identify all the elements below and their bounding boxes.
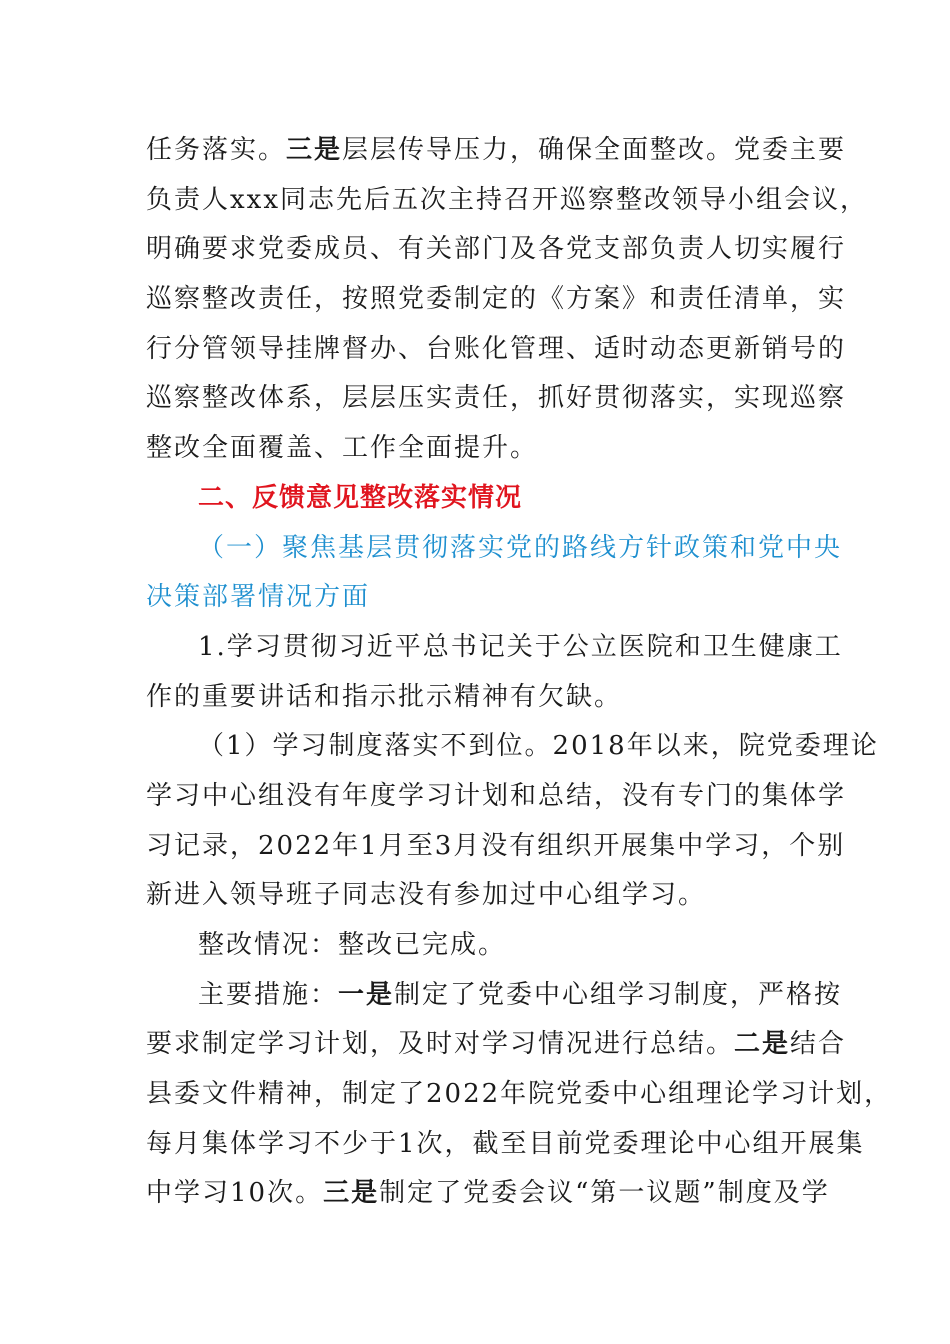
bold-marker: 一是: [338, 979, 395, 1010]
paragraph-line: （1）学习制度落实不到位。2018年以来，院党委理论: [198, 731, 879, 762]
text-span: 主要措施：: [198, 979, 339, 1010]
paragraph-line: [146, 1020, 847, 1070]
paragraph-line: 负责人xxx同志先后五次主持召开巡察整改领导小组会议，: [146, 184, 868, 215]
paragraph-line: 学习中心组没有年度学习计划和总结，没有专门的集体学: [146, 780, 847, 811]
text-span: 层层传导压力，确保全面整改。党委主要: [342, 135, 847, 165]
bold-marker: 三是: [323, 1178, 380, 1209]
paragraph-line: 习记录，2022年1月至3月没有组织开展集中学习，个别: [146, 830, 846, 861]
bold-marker: 三是: [286, 135, 343, 165]
rectification-status: 整改情况：整改已完成。: [198, 930, 507, 960]
paragraph-line: 行分管领导挂牌督办、台账化管理、适时动态更新销号的: [146, 333, 847, 364]
text-span: 制定了党委中心组学习制度，严格按: [394, 979, 843, 1010]
item-heading-cont: 作的重要讲话和指示批示精神有欠缺。: [146, 681, 623, 712]
text-span: 要求制定学习计划，及时对学习情况进行总结。: [146, 1029, 735, 1060]
paragraph-line: [146, 1169, 830, 1219]
text-span: 制定了党委会议“第一议题”制度及学: [379, 1178, 830, 1209]
paragraph-line: 明确要求党委成员、有关部门及各党支部负责人切实履行: [146, 234, 847, 265]
section-heading: 二、反馈意见整改落实情况: [198, 482, 523, 513]
paragraph-line: 整改全面覆盖、工作全面提升。: [146, 433, 539, 464]
subsection-heading: （一）聚焦基层贯彻落实党的路线方针政策和党中央: [198, 532, 843, 563]
text-span: 结合: [790, 1029, 847, 1060]
paragraph-line: 巡察整改责任，按照党委制定的《方案》和责任清单，实: [146, 284, 847, 315]
paragraph-line: 县委文件精神，制定了2022年院党委中心组理论学习计划，: [146, 1079, 893, 1110]
paragraph-line: [146, 126, 847, 176]
paragraph-line: [146, 971, 843, 1021]
subsection-heading-cont: 决策部署情况方面: [146, 582, 371, 613]
bold-marker: 二是: [734, 1029, 791, 1060]
paragraph-line: 新进入领导班子同志没有参加过中心组学习。: [146, 880, 707, 911]
text-span: 任务落实。: [146, 135, 287, 165]
text-span: 中学习10次。: [146, 1178, 324, 1209]
item-heading: 1.学习贯彻习近平总书记关于公立医院和卫生健康工: [198, 631, 843, 662]
paragraph-line: 巡察整改体系，层层压实责任，抓好贯彻落实，实现巡察: [146, 383, 847, 414]
paragraph-line: 每月集体学习不少于1次，截至目前党委理论中心组开展集: [146, 1128, 865, 1159]
document-body: [146, 126, 893, 1219]
